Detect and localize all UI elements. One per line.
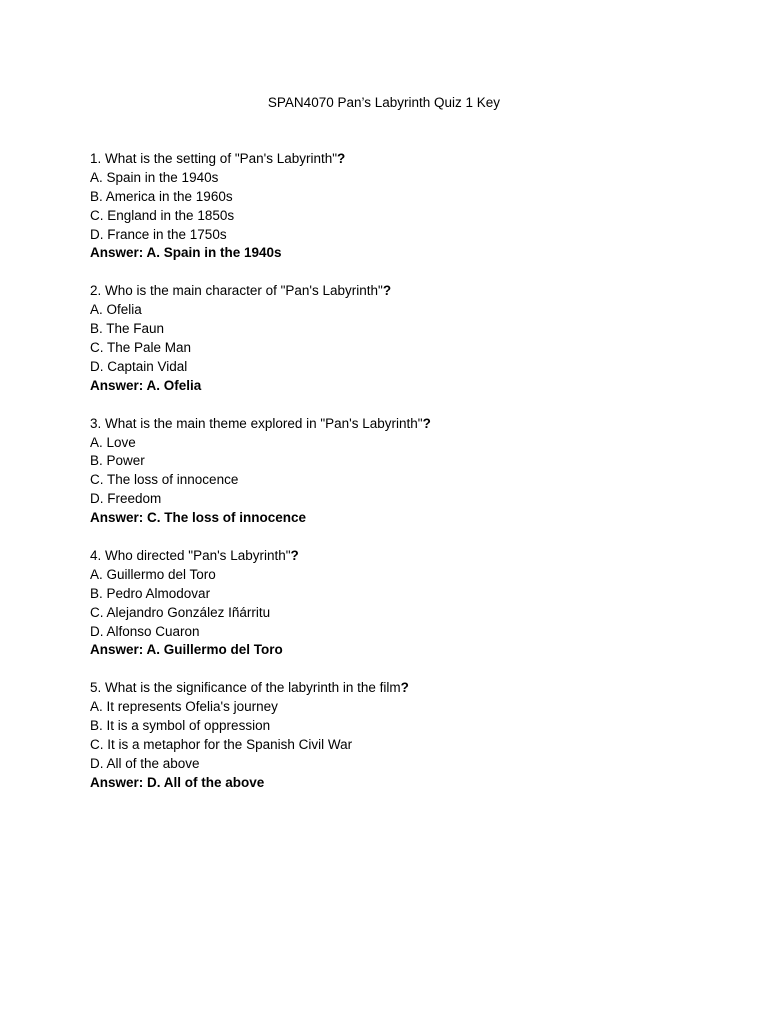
answer-key: Answer: A. Ofelia xyxy=(90,377,202,393)
question-prompt xyxy=(90,415,710,434)
question-block-4 xyxy=(90,547,710,660)
question-block-3 xyxy=(90,415,710,528)
question-prompt-text: 1. What is the setting of "Pan's Labyrinth" xyxy=(90,151,338,166)
answer-option: B. America in the 1960s xyxy=(90,188,233,204)
answer-key: Answer: A. Guillermo del Toro xyxy=(90,642,283,658)
question-block-2 xyxy=(90,282,710,395)
answer-key: Answer: D. All of the above xyxy=(90,774,265,790)
question-mark: ? xyxy=(290,548,299,564)
question-mark: ? xyxy=(382,283,392,299)
question-mark: ? xyxy=(422,415,431,431)
answer-option: A. Ofelia xyxy=(90,302,142,318)
answer-option: B. The Faun xyxy=(90,321,165,337)
answer-option: C. England in the 1850s xyxy=(90,207,235,223)
question-block-5 xyxy=(90,679,710,792)
answer-option: C. It is a metaphor for the Spanish Civil War xyxy=(90,737,353,753)
answer-option: B. It is a symbol of oppression xyxy=(90,718,271,734)
answer-option: A. Love xyxy=(90,434,136,450)
answer-option: D. All of the above xyxy=(90,755,200,771)
question-mark: ? xyxy=(400,680,409,696)
question-prompt-text: 4. Who directed "Pan's Labyrinth" xyxy=(90,548,291,564)
question-prompt xyxy=(90,150,710,169)
answer-option: A. It represents Ofelia's journey xyxy=(90,699,278,715)
answer-option: D. Freedom xyxy=(90,491,162,507)
answer-option: A. Spain in the 1940s xyxy=(90,169,219,185)
question-mark: ? xyxy=(337,151,346,166)
answer-option: B. Power xyxy=(90,453,145,469)
answer-option: C. The loss of innocence xyxy=(90,472,239,488)
answer-option: C. Alejandro González Iñárritu xyxy=(90,604,271,620)
question-prompt xyxy=(90,282,710,301)
question-prompt-text: 3. What is the main theme explored in "Pan's Labyrinth" xyxy=(90,415,423,431)
question-prompt xyxy=(90,547,710,566)
answer-option: B. Pedro Almodovar xyxy=(90,585,211,601)
answer-key: Answer: C. The loss of innocence xyxy=(90,510,307,526)
question-prompt xyxy=(90,679,710,698)
answer-key: Answer: A. Spain in the 1940s xyxy=(90,245,282,261)
answer-option: D. France in the 1750s xyxy=(90,226,227,242)
question-block-1 xyxy=(90,150,710,263)
document-title: SPAN4070 Pan’s Labyrinth Quiz 1 Key xyxy=(267,95,501,110)
question-prompt-text: 2. Who is the main character of "Pan's Labyrinth" xyxy=(90,283,383,299)
answer-option: D. Captain Vidal xyxy=(90,358,188,374)
answer-option: C. The Pale Man xyxy=(90,340,192,356)
answer-option: D. Alfonso Cuaron xyxy=(90,623,200,639)
question-list xyxy=(90,150,710,812)
question-prompt-text: 5. What is the significance of the labyrinth in the film xyxy=(90,680,401,696)
answer-option: A. Guillermo del Toro xyxy=(90,566,216,582)
